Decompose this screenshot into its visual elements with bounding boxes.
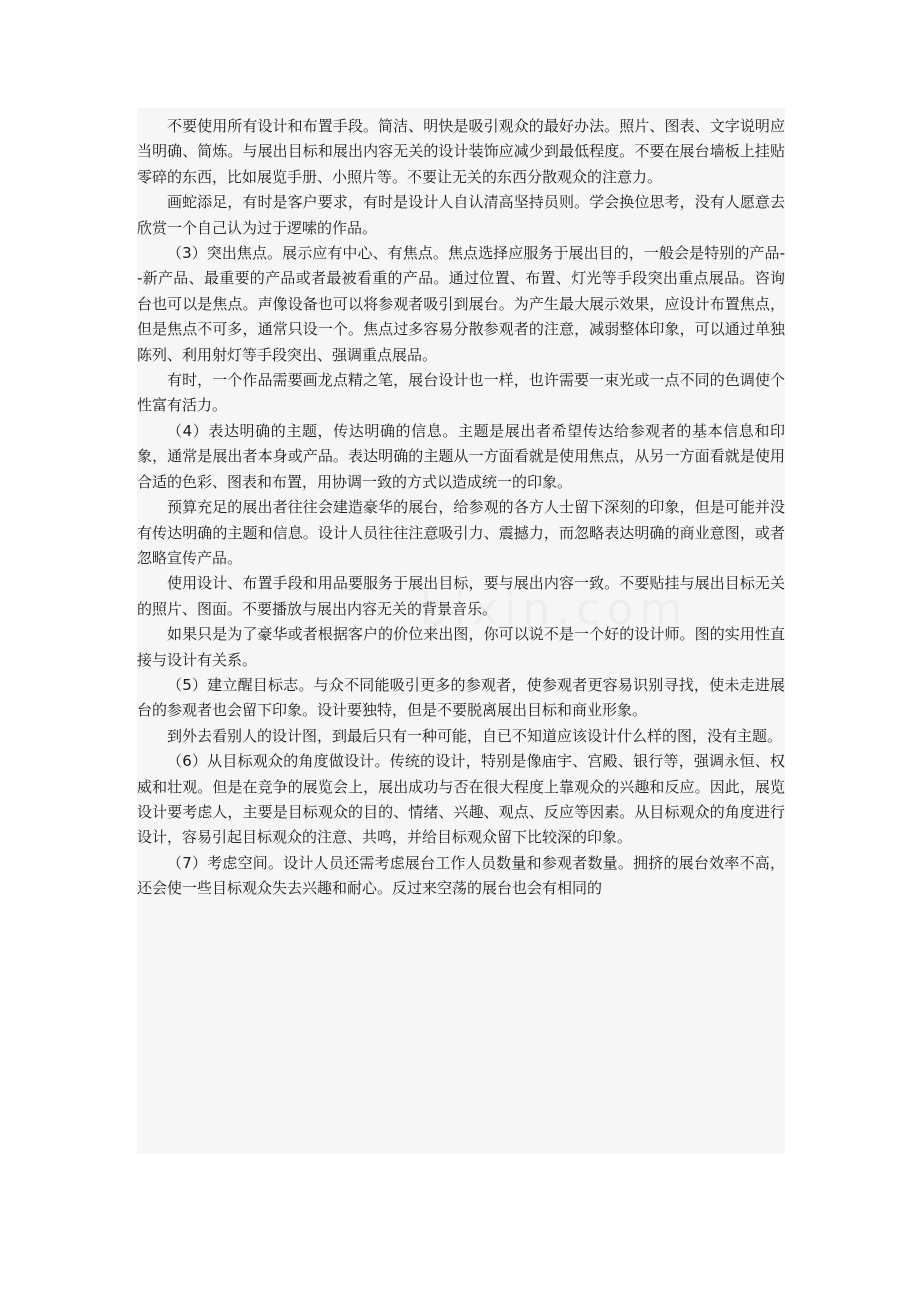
paragraph-section-7: （7）考虑空间。设计人员还需考虑展台工作人员数量和参观者数量。拥挤的展台效率不高，还会使一些目标观众失去兴趣和耐心。反过来空荡的展台也会有相同的 <box>137 853 785 898</box>
paragraph: 预算充足的展出者往往会建造豪华的展台，给参观的各方人士留下深刻的印象，但是可能并没有传达明确的主题和信息。设计人员往往注意吸引力、震撼力，而忽略表达明确的商业意图，或者忽略宣传产品。 <box>137 498 785 567</box>
paragraph: 使用设计、布置手段和用品要服务于展出目标，要与展出内容一致。不要贴挂与展出目标无关的照片、图面。不要播放与展出内容无关的背景音乐。 <box>137 574 785 618</box>
paragraph-section-3: （3）突出焦点。展示应有中心、有焦点。焦点选择应服务于展出目的，一般会是特别的产品--新产品、最重要的产品或者最被看重的产品。通过位置、布置、灯光等手段突出重点展品。咨询台也可以是焦点。声像设备也可以将参观者吸引到展台。为产生最大展示效果，应设计布置焦点，但是焦点不可多，通常只设一个。焦点过多容易分散参观者的注意，减弱整体印象，可以通过单独陈列、利用射灯等手段突出、强调重点展品。 <box>137 244 785 364</box>
paragraph-section-5: （5）建立醒目标志。与众不同能吸引更多的参观者，使参观者更容易识别寻找，使未走进展台的参观者也会留下印象。设计要独特，但是不要脱离展出目标和商业形象。 <box>137 675 785 720</box>
paragraph: 有时，一个作品需要画龙点精之笔，展台设计也一样，也许需要一束光或一点不同的色调使个性富有活力。 <box>137 371 785 415</box>
paragraph: 如果只是为了豪华或者根据客户的价位来出图，你可以说不是一个好的设计师。图的实用性直接与设计有关系。 <box>137 625 785 669</box>
paragraph: 到外去看别人的设计图，到最后只有一种可能，自已不知道应该设计什么样的图，没有主题。 <box>167 726 783 745</box>
paragraph-section-6: （6）从目标观众的角度做设计。传统的设计，特别是像庙宇、宫殿、银行等，强调永恒、权威和壮观。但是在竞争的展览会上，展出成功与否在很大程度上靠观众的兴趣和反应。因此，展览设计要考虑人，主要是目标观众的目的、情绪、兴趣、观点、反应等因素。从目标观众的角度进行设计，容易引起目标观众的注意、共鸣，并给目标观众留下比较深的印象。 <box>137 752 785 847</box>
paragraph: 画蛇添足，有时是客户要求，有时是设计人自认清高坚持员则。学会换位思考，没有人愿意去欣赏一个自己认为过于逻嗦的作品。 <box>137 193 785 237</box>
paragraph: 不要使用所有设计和布置手段。简洁、明快是吸引观众的最好办法。照片、图表、文字说明应当明确、简炼。与展出目标和展出内容无关的设计装饰应减少到最低程度。不要在展台墙板上挂贴零碎的东西，比如展览手册、小照片等。不要让无关的东西分散观众的注意力。 <box>137 117 785 186</box>
document-body <box>137 114 785 902</box>
paragraph-section-4: （4）表达明确的主题，传达明确的信息。主题是展出者希望传达给参观者的基本信息和印象，通常是展出者本身或产品。表达明确的主题从一方面看就是使用焦点，从另一方面看就是使用合适的色彩、图表和布置，用协调一致的方式以造成统一的印象。 <box>137 421 785 491</box>
